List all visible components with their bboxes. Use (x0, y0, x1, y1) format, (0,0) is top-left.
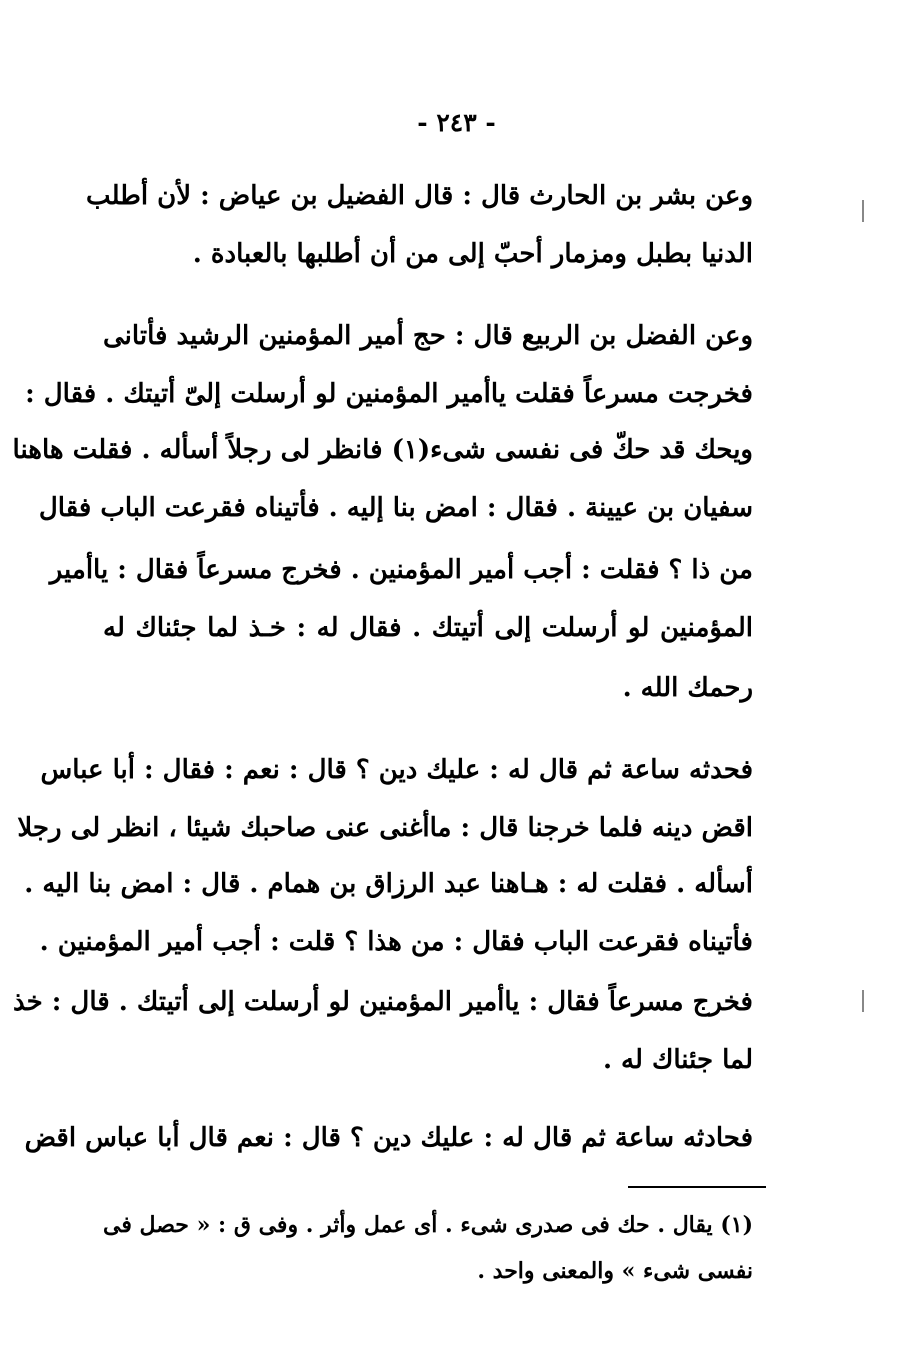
text-line: فأتيناه فقرعت الباب فقال : من هذا ؟ قلت : أجب أمير المؤمنين . (39, 927, 753, 957)
footnote-line: (١) يقال . حك فى صدرى شىء . أى عمل وأثر . وفى ق : « حصل فى (103, 1212, 753, 1238)
footnote-line: نفسى شىء » والمعنى واحد . (477, 1258, 753, 1284)
scan-mark (862, 200, 864, 222)
text-line: اقض دينه فلما خرجنا قال : ماأغنى عنى صاحبك شيئا ، انظر لى رجلا (17, 813, 753, 843)
text-line: وعن بشر بن الحارث قال : قال الفضيل بن عياض : لأن أطلب (86, 181, 753, 211)
text-line: فحادثه ساعة ثم قال له : عليك دين ؟ قال : نعم قال أبا عباس اقض (24, 1123, 753, 1153)
page-number: - ٢٤٣ - (417, 108, 496, 137)
text-line: فخرج مسرعاً فقال : ياأمير المؤمنين لو أرسلت إلى أتيتك . قال : خذ (13, 987, 753, 1017)
text-line: المؤمنين لو أرسلت إلى أتيتك . فقال له : خـذ لما جئناك له (103, 613, 753, 643)
text-line: لما جئناك له . (602, 1045, 753, 1075)
text-line: فخرجت مسرعاً فقلت ياأمير المؤمنين لو أرسلت إلىّ أتيتك . فقال : (25, 379, 753, 409)
text-line: فحدثه ساعة ثم قال له : عليك دين ؟ قال : نعم : فقال : أبا عباس (40, 755, 753, 785)
scan-mark (862, 990, 864, 1012)
text-line: من ذا ؟ فقلت : أجب أمير المؤمنين . فخرج مسرعاً فقال : ياأمير (49, 555, 753, 585)
text-line: رحمك الله . (622, 673, 753, 703)
text-line: الدنيا بطبل ومزمار أحبّ إلى من أن أطلبها بالعبادة . (192, 239, 753, 269)
text-line: سفيان بن عيينة . فقال : امض بنا إليه . فأتيناه فقرعت الباب فقال (38, 493, 753, 523)
text-line: ويحك قد حكّ فى نفسى شىء(١) فانظر لى رجلاً أسأله . فقلت هاهنا (12, 435, 753, 465)
text-line: أسأله . فقلت له : هـاهنا عبد الرزاق بن همام . قال : امض بنا اليه . (24, 869, 753, 899)
text-line: وعن الفضل بن الربيع قال : حج أمير المؤمنين الرشيد فأتانى (103, 321, 753, 351)
footnote-divider (628, 1186, 766, 1188)
